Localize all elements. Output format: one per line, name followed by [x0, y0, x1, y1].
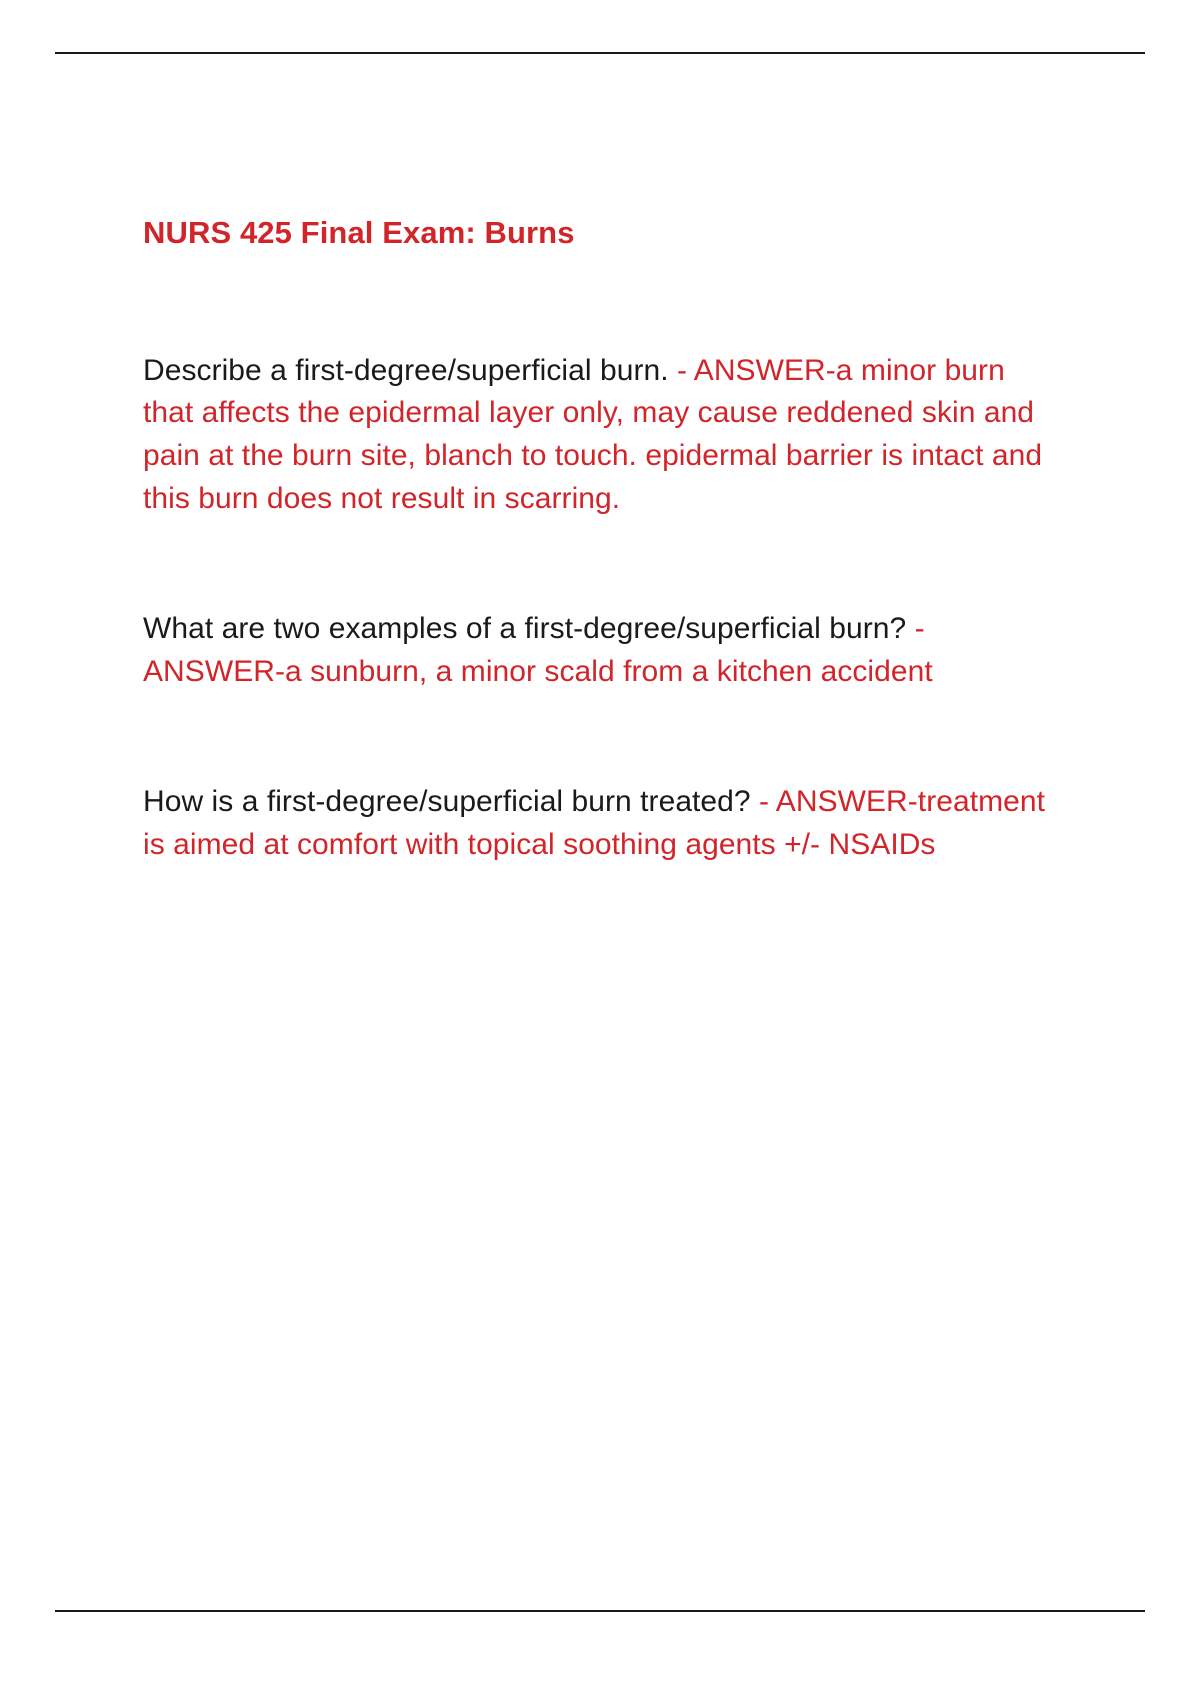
qa-item-1	[143, 350, 1063, 520]
answer-text-3: ANSWER-treatment is aimed at comfort with topical soothing agents +/- NSAIDs	[143, 785, 1045, 861]
question-text-2: What are two examples of a first-degree/superficial burn?	[143, 612, 907, 646]
document-body	[143, 212, 1063, 867]
answer-text-2: ANSWER-a sunburn, a minor scald from a kitchen accident	[143, 654, 933, 688]
question-text-1: Describe a first-degree/superficial burn.	[143, 353, 669, 387]
header-divider	[55, 52, 1145, 54]
qa-item-2	[143, 608, 1063, 693]
question-text-3: How is a first-degree/superficial burn treated?	[143, 785, 751, 819]
question-answer-separator-3: -	[750, 785, 776, 819]
qa-item-3	[143, 781, 1063, 866]
question-answer-separator-2: -	[906, 612, 925, 646]
page-title: NURS 425 Final Exam: Burns	[143, 215, 575, 250]
footer-divider	[55, 1610, 1145, 1612]
question-answer-separator-1: -	[668, 353, 694, 387]
answer-text-1: ANSWER-a minor burn that affects the epidermal layer only, may cause reddened skin and pain at the burn site, blanch to touch. epidermal barrier is intact and this burn does not result in scarring.	[143, 353, 1043, 515]
